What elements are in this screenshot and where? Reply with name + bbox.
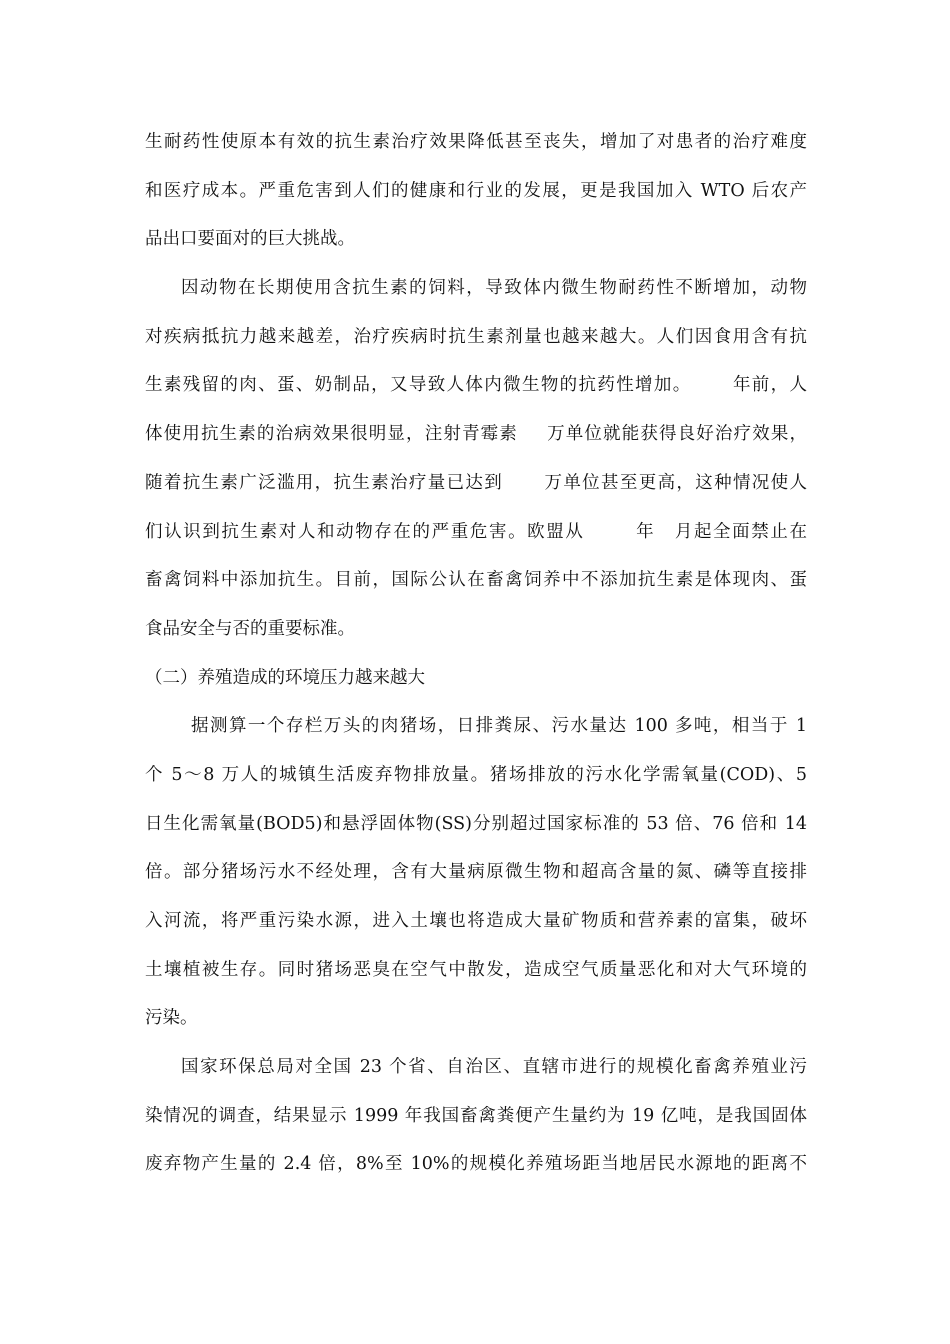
text-segment: 们认识到抗生素对人和动物存在的严重危害。欧盟从 [145, 521, 585, 542]
paragraph-line: 因动物在长期使用含抗生素的饲料，导致体内微生物耐药性不断增加，动物 [181, 278, 807, 299]
paragraph-line: 污染。 [145, 1008, 198, 1029]
paragraph-line: 废弃物产生量的 2.4 倍，8%至 10%的规模化养殖场距当地居民水源地的距离不 [145, 1154, 807, 1175]
paragraph-line: 食品安全与否的重要标准。 [145, 618, 355, 639]
paragraph-line: 对疾病抵抗力越来越差，治疗疾病时抗生素剂量也越来越大。人们因食用含有抗 [145, 326, 807, 347]
text-segment: 万单位就能获得良好治疗效果， [545, 424, 808, 445]
text-segment: 体使用抗生素的治病效果很明显，注射青霉素 [145, 424, 518, 445]
paragraph-line: 国家环保总局对全国 23 个省、自治区、直辖市进行的规模化畜禽养殖业污 [181, 1057, 807, 1078]
text-segment: 年 [634, 521, 656, 542]
paragraph-line: 和医疗成本。严重危害到人们的健康和行业的发展，更是我国加入 WTO 后农产 [145, 180, 807, 201]
paragraph-line [145, 410, 807, 459]
paragraph-line: 畜禽饲料中添加抗生。目前，国际公认在畜禽饲养中不添加抗生素是体现肉、蛋 [145, 570, 807, 591]
paragraph-line: 染情况的调查，结果显示 1999 年我国畜禽粪便产生量约为 19 亿吨，是我国固体 [145, 1105, 807, 1126]
paragraph-line [145, 361, 807, 410]
section-heading: （二）养殖造成的环境压力越来越大 [145, 667, 425, 688]
text-segment: 年前，人 [731, 375, 808, 396]
paragraph-line [145, 459, 807, 508]
text-segment: 生素残留的肉、蛋、奶制品，又导致人体内微生物的抗药性增加。 [145, 375, 692, 396]
text-segment: 万单位甚至更高，这种情况使人 [543, 472, 808, 493]
paragraph-line: 个 5～8 万人的城镇生活废弃物排放量。猪场排放的污水化学需氧量(COD)、5 [145, 764, 807, 785]
text-segment: 月起全面禁止在 [673, 521, 807, 542]
paragraph-line: 土壤植被生存。同时猪场恶臭在空气中散发，造成空气质量恶化和对大气环境的 [145, 959, 807, 980]
paragraph-line: 品出口要面对的巨大挑战。 [145, 229, 355, 250]
paragraph-line: 倍。部分猪场污水不经处理，含有大量病原微生物和超高含量的氮、磷等直接排 [145, 862, 807, 883]
paragraph-line: 入河流，将严重污染水源，进入土壤也将造成大量矿物质和营养素的富集，破坏 [145, 911, 807, 931]
document-body [145, 118, 807, 1189]
paragraph-line: 生耐药性使原本有效的抗生素治疗效果降低甚至丧失，增加了对患者的治疗难度 [145, 132, 807, 152]
paragraph-line [145, 508, 807, 557]
paragraph-line: 据测算一个存栏万头的肉猪场，日排粪尿、污水量达 100 多吨，相当于 1 [191, 716, 807, 737]
text-segment: 随着抗生素广泛滥用，抗生素治疗量已达到 [145, 472, 504, 493]
paragraph-line: 日生化需氧量(BOD5)和悬浮固体物(SS)分别超过国家标准的 53 倍、76 倍和 14 [145, 813, 807, 834]
